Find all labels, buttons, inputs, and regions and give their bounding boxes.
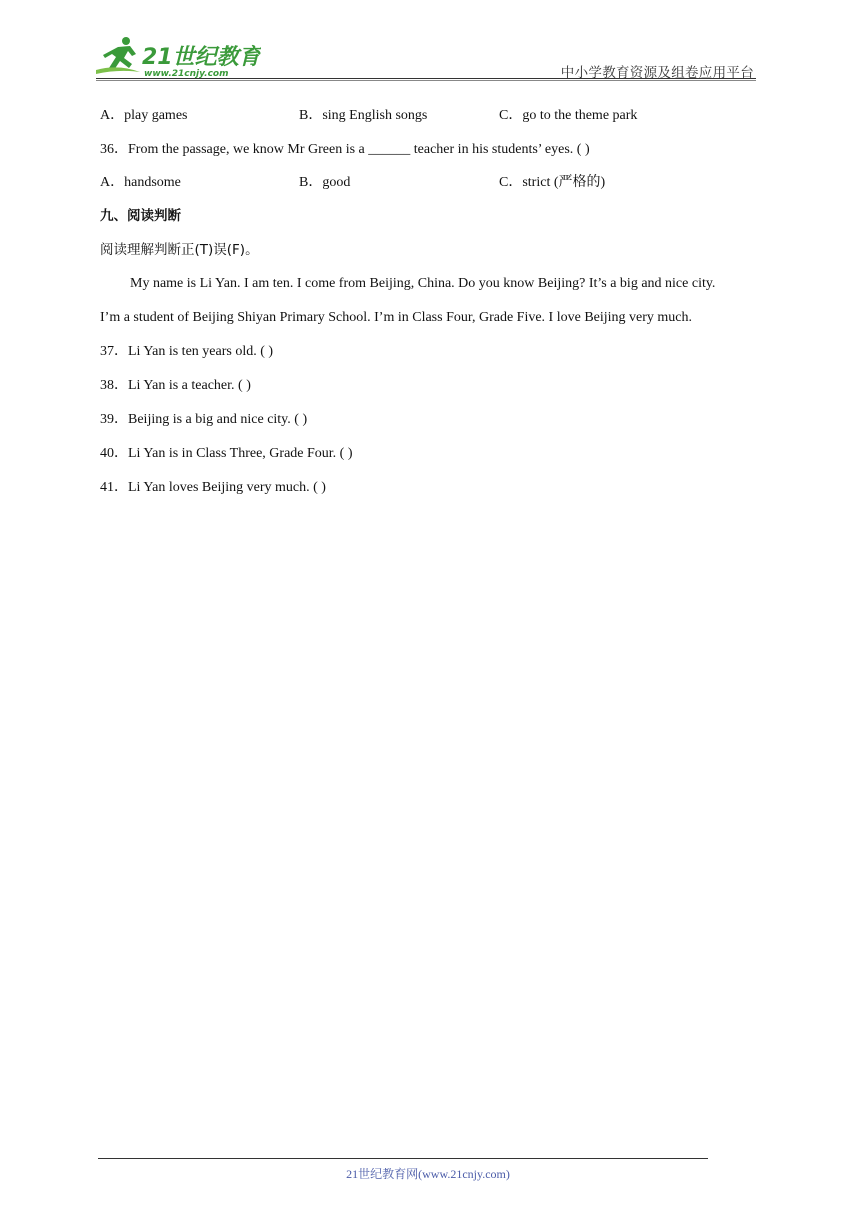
q36-option-b: B．good: [299, 175, 351, 190]
question-41: 41．Li Yan loves Beijing very much. ( ): [100, 480, 326, 495]
footer-text: 21世纪教育网(www.21cnjy.com): [346, 1167, 510, 1181]
question-39: 39．Beijing is a big and nice city. ( ): [100, 412, 308, 427]
footer-rule: [98, 1158, 708, 1159]
page-header: [96, 30, 756, 80]
section-instruction: 阅读理解判断正(T)误(F)。: [100, 242, 259, 258]
passage-line-2: I’m a student of Beijing Shiyan Primary School. I’m in Class Four, Grade Five. I love Beijing very much.: [100, 310, 693, 325]
q35-option-b: B．sing English songs: [299, 108, 428, 123]
logo-text: 21世纪教育: [142, 45, 261, 70]
header-rule: [96, 78, 756, 79]
runner-icon: [96, 37, 140, 74]
question-38: 38．Li Yan is a teacher. ( ): [100, 378, 251, 393]
q35-option-c: C．go to the theme park: [499, 108, 638, 123]
question-37: 37．Li Yan is ten years old. ( ): [100, 344, 274, 359]
q35-option-a: A．play games: [100, 108, 188, 123]
question-40: 40．Li Yan is in Class Three, Grade Four. ( ): [100, 446, 353, 461]
header-rule-thin: [96, 80, 756, 81]
platform-name: 中小学教育资源及组卷应用平台: [560, 65, 754, 81]
q36-option-c: C．strict (严格的): [499, 175, 606, 190]
logo-21cnjy: [96, 34, 261, 78]
passage-line-1: My name is Li Yan. I am ten. I come from Beijing, China. Do you know Beijing? It’s a big and nice city.: [130, 276, 716, 291]
section-title: 九、阅读判断: [100, 208, 181, 224]
logo-url: www.21cnjy.com: [144, 69, 229, 78]
q36-option-a: A．handsome: [100, 175, 181, 190]
q36-stem: 36．From the passage, we know Mr Green is a ______ teacher in his students’ eyes. ( ): [100, 142, 590, 157]
